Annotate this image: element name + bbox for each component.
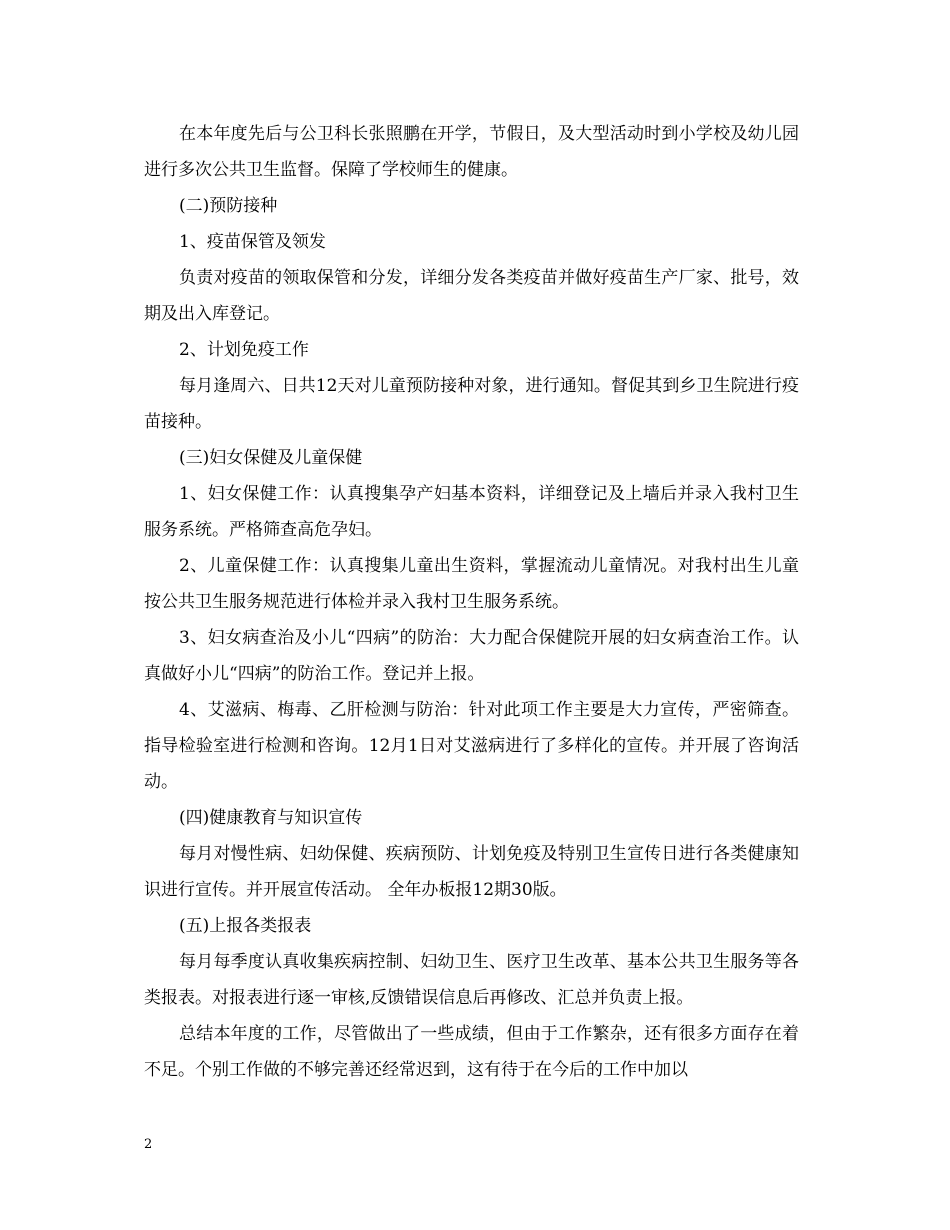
subheading-vaccine-storage: 1、疫苗保管及领发	[179, 232, 326, 252]
subheading-immunization: 2、计划免疫工作	[179, 340, 309, 360]
paragraph-disease-treatment: 3、妇女病查治及小儿“四病”的防治：大力配合保健院开展的妇女病查治工作。认真做好小儿“四病”的防治工作。登记并上报。	[144, 628, 799, 684]
paragraph-1: 在本年度先后与公卫科长张照鹏在开学，节假日，及大型活动时到小学校及幼儿园进行多次公共卫生监督。保障了学校师生的健康。	[144, 124, 799, 180]
document-body	[144, 116, 799, 1088]
section-heading-2: (二)预防接种	[179, 196, 278, 216]
paragraph-reports: 每月每季度认真收集疾病控制、妇幼卫生、医疗卫生改革、基本公共卫生服务等各类报表。对报表进行逐一审核,反馈错误信息后再修改、汇总并负责上报。	[144, 952, 799, 1008]
paragraph-summary: 总结本年度的工作，尽管做出了一些成绩，但由于工作繁杂，还有很多方面存在着不足。个别工作做的不够完善还经常迟到，这有待于在今后的工作中加以	[144, 1024, 799, 1080]
paragraph-vaccine-storage: 负责对疫苗的领取保管和分发，详细分发各类疫苗并做好疫苗生产厂家、批号，效期及出入库登记。	[144, 268, 799, 324]
paragraph-health-education: 每月对慢性病、妇幼保健、疾病预防、计划免疫及特别卫生宣传日进行各类健康知识进行宣传。并开展宣传活动。 全年办板报12期30版。	[144, 844, 799, 900]
section-heading-5: (五)上报各类报表	[179, 916, 312, 936]
page-number: 2	[144, 1137, 153, 1152]
paragraph-immunization: 每月逢周六、日共12天对儿童预防接种对象，进行通知。督促其到乡卫生院进行疫苗接种。	[144, 376, 799, 432]
section-heading-3: (三)妇女保健及儿童保健	[179, 448, 363, 468]
paragraph-child-health: 2、儿童保健工作：认真搜集儿童出生资料，掌握流动儿童情况。对我村出生儿童按公共卫生服务规范进行体检并录入我村卫生服务系统。	[144, 556, 799, 612]
paragraph-aids-testing: 4、艾滋病、梅毒、乙肝检测与防治：针对此项工作主要是大力宣传，严密筛查。指导检验室进行检测和咨询。12月1日对艾滋病进行了多样化的宣传。并开展了咨询活动。	[144, 700, 799, 792]
section-heading-4: (四)健康教育与知识宣传	[179, 808, 363, 828]
paragraph-women-health: 1、妇女保健工作：认真搜集孕产妇基本资料，详细登记及上墙后并录入我村卫生服务系统。严格筛查高危孕妇。	[144, 484, 799, 540]
